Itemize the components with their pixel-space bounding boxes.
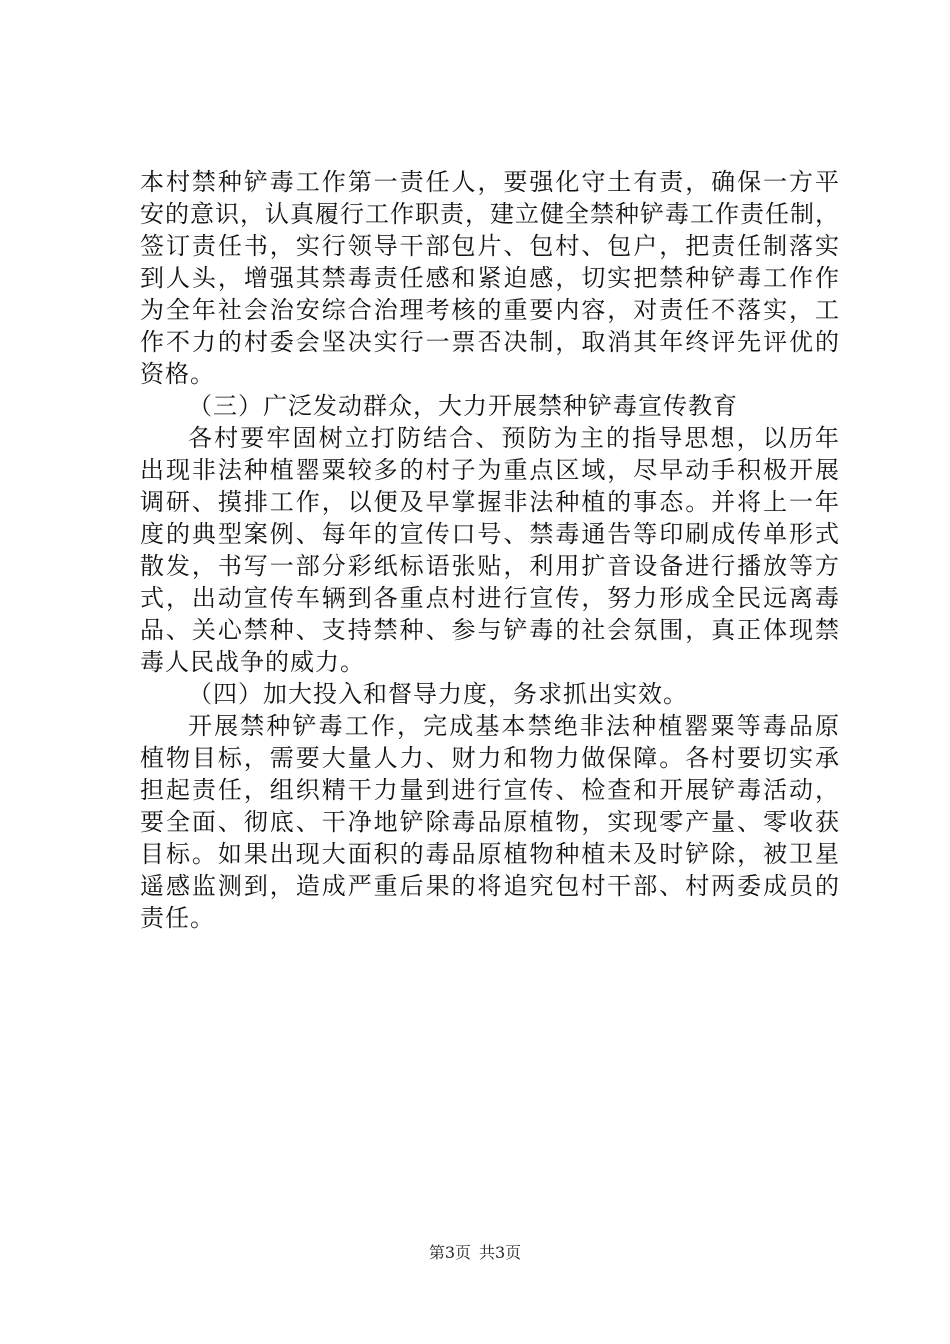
section-heading-4 <box>140 678 840 710</box>
text-line: 式，出动宣传车辆到各重点村进行宣传，努力形成全民远离毒 <box>140 584 840 612</box>
text-line: 开展禁种铲毒工作，完成基本禁绝非法种植罂粟等毒品原 <box>188 712 840 740</box>
text-line: 调研、摸排工作，以便及早掌握非法种植的事态。并将上一年 <box>140 488 840 516</box>
paragraph-publicity <box>140 422 840 678</box>
paragraph-investment <box>140 710 840 934</box>
text-line: 本村禁种铲毒工作第一责任人，要强化守土有责，确保一方平 <box>140 168 840 196</box>
text-line: 到人头，增强其禁毒责任感和紧迫感，切实把禁种铲毒工作作 <box>140 264 840 292</box>
heading-line: （三）广泛发动群众，大力开展禁种铲毒宣传教育 <box>188 392 738 420</box>
text-line: 要全面、彻底、干净地铲除毒品原植物，实现零产量、零收获 <box>140 808 840 836</box>
text-line: 签订责任书，实行领导干部包片、包村、包户，把责任制落实 <box>140 232 840 260</box>
text-line: 度的典型案例、每年的宣传口号、禁毒通告等印刷成传单形式 <box>140 520 840 548</box>
heading-line: （四）加大投入和督导力度，务求抓出实效。 <box>188 680 688 708</box>
text-line: 作不力的村委会坚决实行一票否决制，取消其年终评先评优的 <box>140 328 840 356</box>
page-number: 第3页 <box>428 1243 471 1262</box>
text-line: 为全年社会治安综合治理考核的重要内容，对责任不落实，工 <box>140 296 840 324</box>
page-footer <box>0 1242 950 1264</box>
text-line: 品、关心禁种、支持禁种、参与铲毒的社会氛围，真正体现禁 <box>140 616 840 644</box>
page-total: 共3页 <box>479 1243 522 1262</box>
section-heading-3 <box>140 390 840 422</box>
text-line: 各村要牢固树立打防结合、预防为主的指导思想，以历年 <box>188 424 840 452</box>
paragraph-responsibility <box>140 166 840 390</box>
text-line: 出现非法种植罂粟较多的村子为重点区域，尽早动手积极开展 <box>140 456 840 484</box>
text-line: 安的意识，认真履行工作职责，建立健全禁种铲毒工作责任制， <box>140 200 840 228</box>
text-line: 遥感监测到，造成严重后果的将追究包村干部、村两委成员的 <box>140 872 840 900</box>
text-line: 资格。 <box>140 360 215 388</box>
text-line: 植物目标，需要大量人力、财力和物力做保障。各村要切实承 <box>140 744 840 772</box>
text-line: 责任。 <box>140 904 215 932</box>
text-line: 毒人民战争的威力。 <box>140 648 365 676</box>
text-line: 目标。如果出现大面积的毒品原植物种植未及时铲除，被卫星 <box>140 840 840 868</box>
text-line: 担起责任，组织精干力量到进行宣传、检查和开展铲毒活动， <box>140 776 840 804</box>
document-body <box>140 166 840 934</box>
text-line: 散发，书写一部分彩纸标语张贴，利用扩音设备进行播放等方 <box>140 552 840 580</box>
